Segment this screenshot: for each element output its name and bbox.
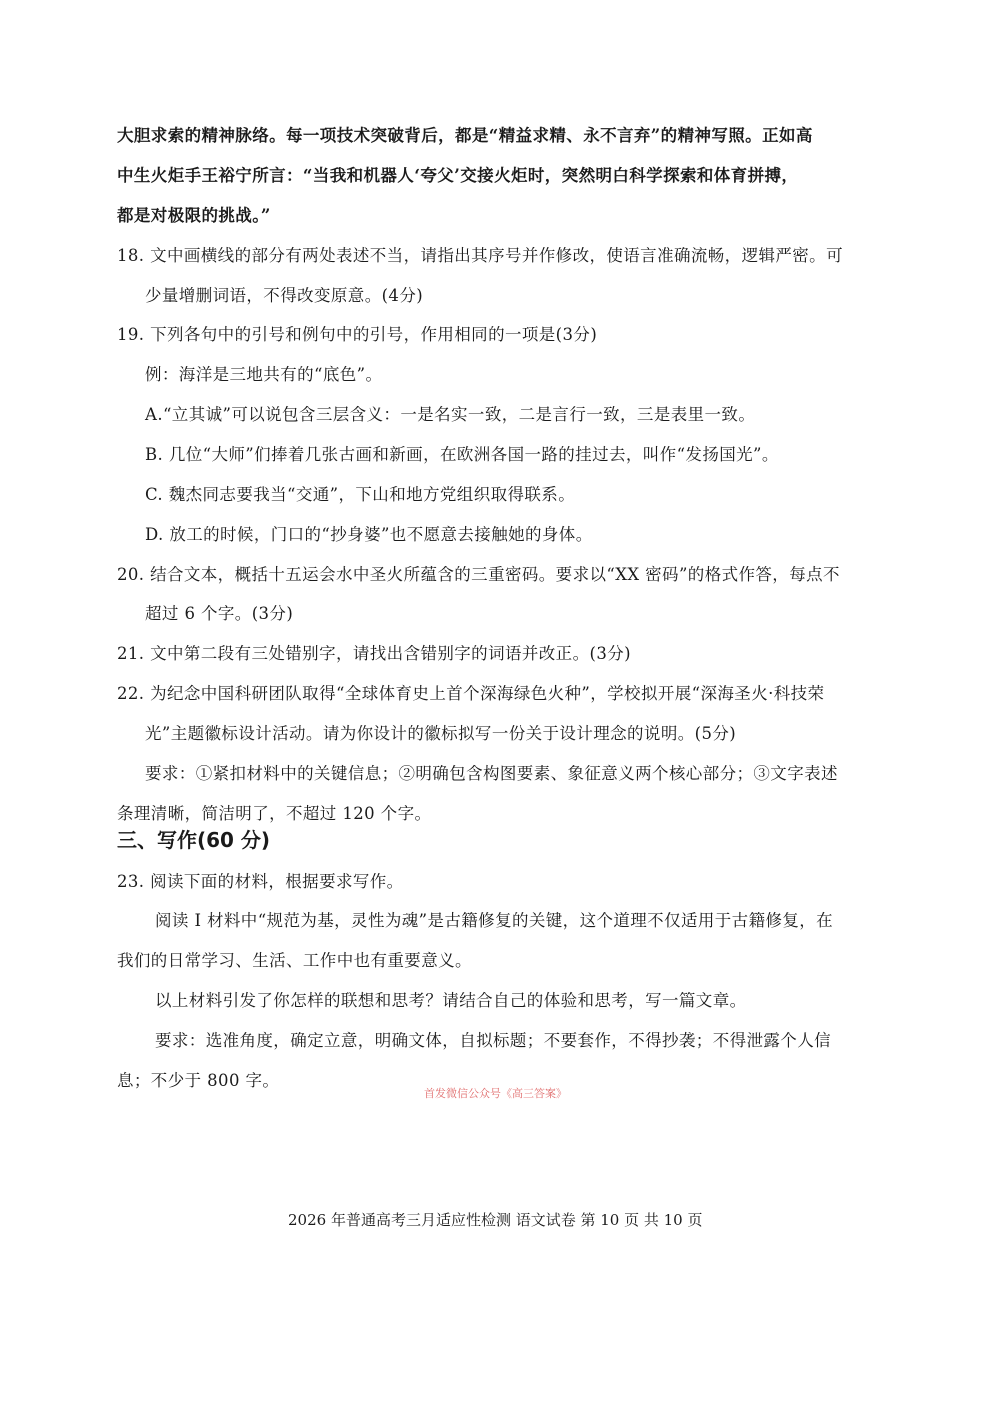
question-22-requirement-2: 条理清晰，简洁明了，不超过 120 个字。 — [117, 804, 432, 823]
question-19-option-d: D. 放工的时候，门口的“抄身婆”也不愿意去接触她的身体。 — [145, 525, 593, 544]
question-19-stem: 19. 下列各句中的引号和例句中的引号，作用相同的一项是(3分) — [117, 325, 598, 344]
watermark: 首发微信公众号《高三答案》 — [424, 1087, 567, 1100]
section-heading-writing: 三、写作(60 分) — [117, 828, 271, 852]
question-18-line-2: 少量增删词语，不得改变原意。(4分) — [145, 286, 424, 305]
question-19-option-c: C. 魏杰同志要我当“交通”，下山和地方党组织取得联系。 — [145, 485, 576, 504]
question-23-material-line-2: 我们的日常学习、生活、工作中也有重要意义。 — [117, 951, 472, 970]
question-23-material-line-1: 阅读 I 材料中“规范为基，灵性为魂”是古籍修复的关键，这个道理不仅适用于古籍修复，在 — [155, 911, 834, 930]
page-footer: 2026 年普通高考三月适应性检测 语文试卷 第 10 页 共 10 页 — [288, 1211, 703, 1229]
question-23-stem: 23. 阅读下面的材料，根据要求写作。 — [117, 872, 404, 891]
question-19-option-a: A.“立其诚”可以说包含三层含义：一是名实一致，二是言行一致，三是表里一致。 — [145, 405, 756, 424]
passage-line-2: 中生火炬手王裕宁所言：“当我和机器人‘夸父’交接火炬时，突然明白科学探索和体育拼搏， — [117, 166, 799, 185]
question-19-option-b: B. 几位“大师”们捧着几张古画和新画，在欧洲各国一路的挂过去，叫作“发扬国光”。 — [145, 445, 779, 464]
question-23-prompt: 以上材料引发了你怎样的联想和思考？请结合自己的体验和思考，写一篇文章。 — [155, 991, 747, 1010]
question-19-example: 例：海洋是三地共有的“底色”。 — [145, 365, 383, 384]
question-20-line-1: 20. 结合文本，概括十五运会水中圣火所蕴含的三重密码。要求以“XX 密码”的格式作答，每点不 — [117, 565, 840, 584]
question-18-line-1: 18. 文中画横线的部分有两处表述不当，请指出其序号并作修改，使语言准确流畅，逻辑严密。可 — [117, 246, 843, 265]
question-22-line-2: 光”主题徽标设计活动。请为你设计的徽标拟写一份关于设计理念的说明。(5分) — [145, 724, 737, 743]
passage-line-1: 大胆求索的精神脉络。每一项技术突破背后，都是“精益求精、永不言弃”的精神写照。正如高 — [117, 126, 813, 145]
question-23-requirement-2: 息；不少于 800 字。 — [117, 1071, 280, 1090]
question-22-requirement-1: 要求：①紧扣材料中的关键信息；②明确包含构图要素、象征意义两个核心部分；③文字表述 — [145, 764, 838, 783]
question-23-requirement-1: 要求：选准角度，确定立意，明确文体，自拟标题；不要套作，不得抄袭；不得泄露个人信 — [155, 1031, 831, 1050]
passage-line-3: 都是对极限的挑战。” — [117, 206, 271, 225]
question-22-line-1: 22. 为纪念中国科研团队取得“全球体育史上首个深海绿色火种”，学校拟开展“深海圣火·科技荣 — [117, 684, 825, 703]
question-20-line-2: 超过 6 个字。(3分) — [145, 604, 294, 623]
question-21: 21. 文中第二段有三处错别字，请找出含错别字的词语并改正。(3分) — [117, 644, 631, 663]
